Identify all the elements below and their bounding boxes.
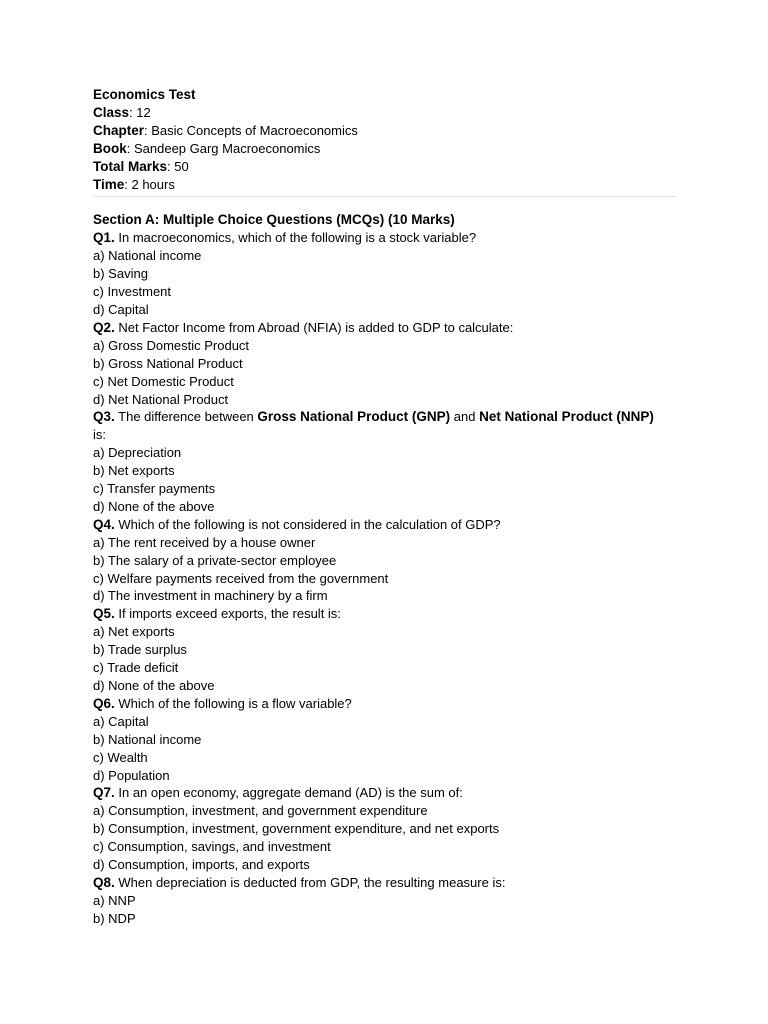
meta-book: [93, 140, 677, 158]
question-text: In an open economy, aggregate demand (AD) is the sum of:: [114, 785, 463, 801]
question-6: [93, 695, 677, 713]
meta-value: : Basic Concepts of Macroeconomics: [144, 122, 358, 138]
question-text: The difference between: [114, 409, 258, 425]
option: d) None of the above: [93, 678, 215, 693]
question-7: [93, 784, 677, 802]
section-heading: Section A: Multiple Choice Questions (MCQs) (10 Marks): [93, 212, 455, 228]
option: d) The investment in machinery by a firm: [93, 588, 328, 604]
option: a) NNP: [93, 892, 136, 908]
option: d) Capital: [93, 301, 149, 317]
document-page: [93, 86, 677, 928]
option: a) Depreciation: [93, 445, 182, 461]
option: b) Saving: [93, 266, 148, 282]
question-number: Q1.: [93, 230, 115, 246]
option: d) None of the above: [93, 498, 215, 514]
option: c) Net Domestic Product: [93, 373, 234, 389]
meta-label: Class: [93, 104, 130, 120]
option: a) Gross Domestic Product: [93, 337, 250, 353]
option: c) Welfare payments received from the government: [93, 570, 389, 586]
option: b) Trade surplus: [93, 642, 187, 658]
meta-total-marks: [93, 158, 677, 176]
question-3: [93, 408, 677, 426]
question-1: [93, 229, 677, 247]
question-2: [93, 319, 677, 337]
question-text-continued: is:: [93, 427, 106, 443]
option: d) Consumption, imports, and exports: [93, 857, 310, 873]
option: a) The rent received by a house owner: [93, 534, 316, 550]
option: b) Consumption, investment, government expenditure, and net exports: [93, 821, 500, 837]
question-text: Which of the following is a flow variable?: [114, 695, 352, 711]
option: c) Wealth: [93, 749, 148, 765]
question-text: If imports exceed exports, the result is:: [114, 606, 341, 622]
question-text: In macroeconomics, which of the following is a stock variable?: [114, 230, 477, 246]
option: c) Consumption, savings, and investment: [93, 839, 331, 855]
meta-value: : Sandeep Garg Macroeconomics: [126, 140, 321, 156]
question-text: and: [450, 409, 480, 425]
question-number: Q8.: [93, 874, 115, 890]
option: c) Trade deficit: [93, 660, 179, 676]
option: a) Consumption, investment, and government expenditure: [93, 803, 428, 819]
question-number: Q5.: [93, 606, 115, 622]
meta-label: Chapter: [93, 122, 145, 138]
question-8: [93, 874, 677, 892]
option: d) Population: [93, 767, 170, 783]
question-text: Net Factor Income from Abroad (NFIA) is added to GDP to calculate:: [114, 319, 514, 335]
option: b) National income: [93, 731, 202, 747]
option: d) Net National Product: [93, 391, 229, 407]
option: c) Investment: [93, 284, 172, 300]
question-text: When depreciation is deducted from GDP, the resulting measure is:: [114, 874, 506, 890]
meta-class: [93, 104, 677, 122]
meta-value: : 50: [167, 158, 189, 174]
meta-value: : 2 hours: [124, 176, 175, 192]
question-term: Net National Product (NNP): [479, 409, 654, 425]
document-title: Economics Test: [93, 87, 196, 102]
meta-value: : 12: [129, 104, 151, 120]
meta-time: [93, 176, 677, 194]
option: a) Net exports: [93, 624, 175, 640]
meta-label: Total Marks: [93, 158, 168, 174]
meta-label: Book: [93, 140, 127, 156]
meta-label: Time: [93, 176, 125, 192]
option: c) Transfer payments: [93, 481, 216, 497]
option: a) Capital: [93, 713, 149, 729]
question-number: Q3.: [93, 409, 115, 425]
question-text: Which of the following is not considered in the calculation of GDP?: [114, 516, 501, 532]
option: b) The salary of a private-sector employee: [93, 552, 337, 568]
option: a) National income: [93, 248, 202, 264]
meta-chapter: [93, 122, 677, 140]
question-term: Gross National Product (GNP): [257, 409, 451, 425]
question-number: Q4.: [93, 516, 115, 532]
option: b) NDP: [93, 910, 136, 926]
divider: [93, 196, 677, 197]
option: b) Gross National Product: [93, 355, 243, 371]
question-number: Q7.: [93, 785, 115, 801]
question-5: [93, 605, 677, 623]
question-4: [93, 516, 677, 534]
question-number: Q2.: [93, 319, 115, 335]
option: b) Net exports: [93, 463, 175, 479]
question-number: Q6.: [93, 695, 115, 711]
